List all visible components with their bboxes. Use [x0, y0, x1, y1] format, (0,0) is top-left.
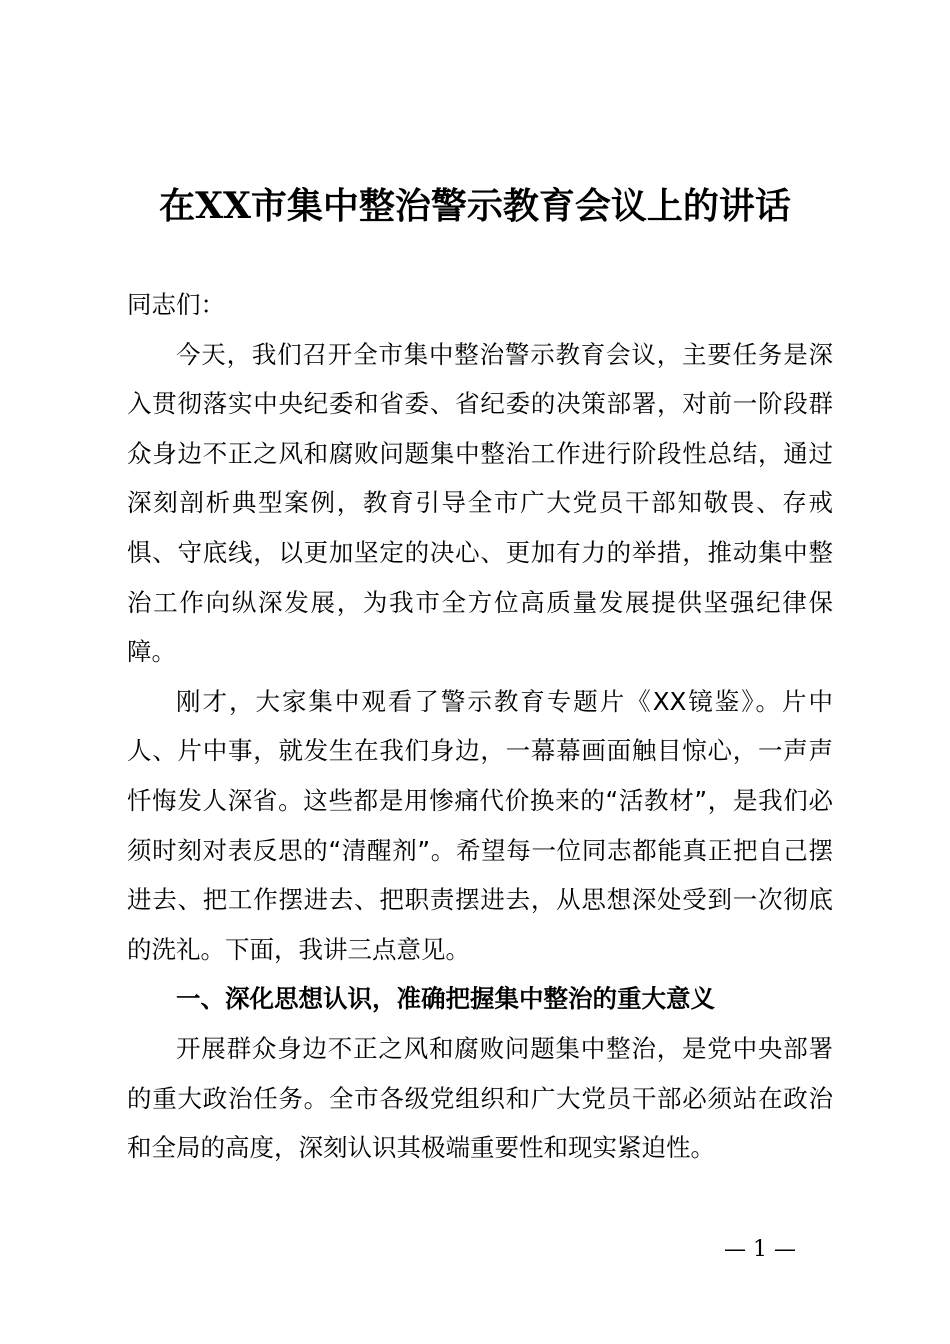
- document-body: [127, 280, 833, 1173]
- salutation: 同志们：: [127, 290, 225, 319]
- section-heading: 一、深化思想认识，准确把握集中整治的重大意义: [176, 984, 715, 1014]
- paragraph-intro: 今天，我们召开全市集中整治警示教育会议，主要任务是深入贯彻落实中央纪委和省委、省纪委的决策部署，对前一阶段群众身边不正之风和腐败问题集中整治工作进行阶段性总结，通过深刻剖析典型案例，教育引导全市广大党员干部知敬畏、存戒惧、守底线，以更加坚定的决心、更加有力的举措，推动集中整治工作向纵深发展，为我市全方位高质量发展提供坚强纪律保障。: [127, 339, 833, 667]
- page-number: — 1 —: [724, 1237, 796, 1262]
- paragraph-section-one: 开展群众身边不正之风和腐败问题集中整治，是党中央部署的重大政治任务。全市各级党组织和广大党员干部必须站在政治和全局的高度，深刻认识其极端重要性和现实紧迫性。: [127, 1033, 833, 1163]
- document-title: 在XX市集中整治警示教育会议上的讲话: [159, 185, 791, 227]
- paragraph-warning-film: 刚才，大家集中观看了警示教育专题片《XX镜鉴》。片中人、片中事，就发生在我们身边，一幕幕画面触目惊心，一声声忏悔发人深省。这些都是用惨痛代价换来的“活教材”，是我们必须时刻对表反思的“清醒剂”。希望每一位同志都能真正把自己摆进去、把工作摆进去、把职责摆进去，从思想深处受到一次彻底的洗礼。下面，我讲三点意见。: [127, 686, 833, 964]
